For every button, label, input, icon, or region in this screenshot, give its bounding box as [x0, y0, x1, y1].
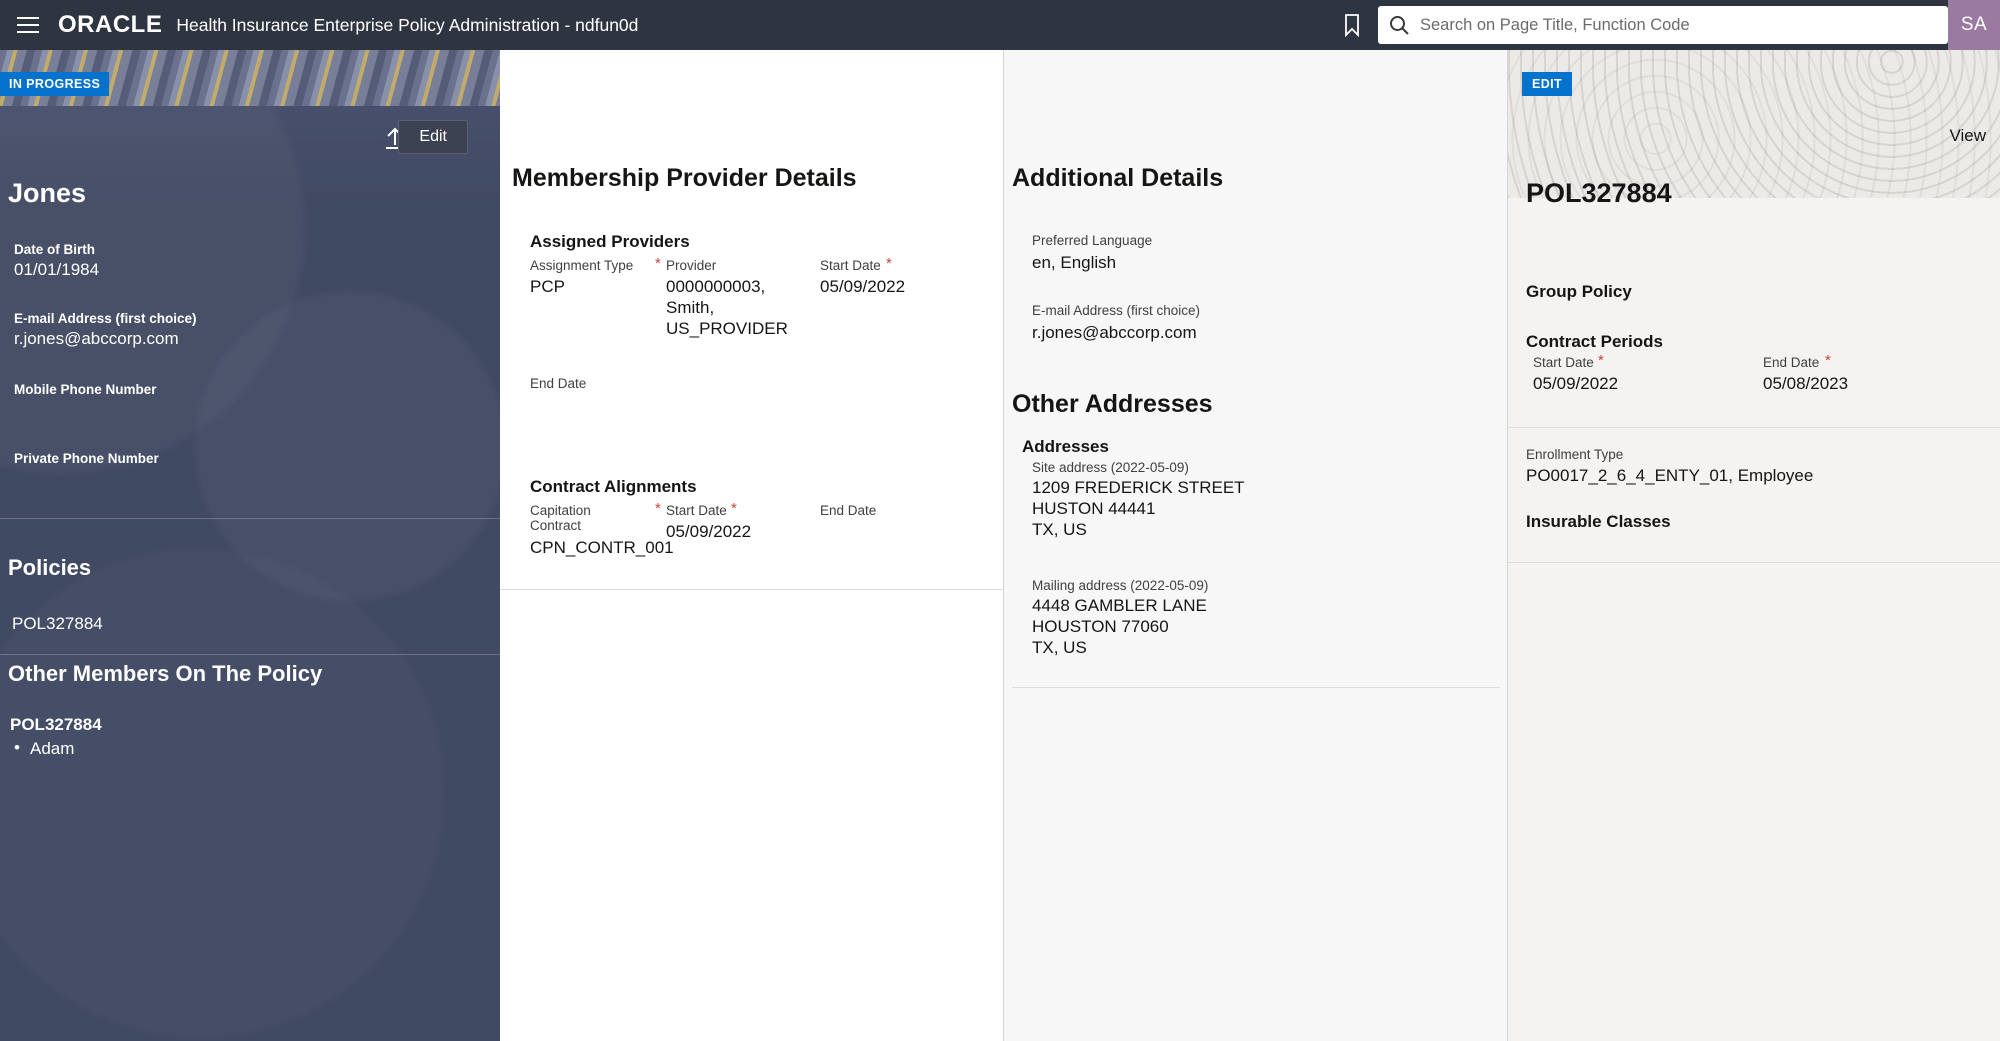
- value-assignment-type: PCP: [530, 277, 565, 296]
- bookmark-icon[interactable]: [1332, 0, 1372, 50]
- divider: [1012, 687, 1500, 688]
- top-navigation-bar: [0, 0, 2000, 50]
- value-email-address: r.jones@abccorp.com: [1032, 323, 1197, 342]
- label-group-policy: Group Policy: [1526, 282, 1632, 301]
- value-site-address-line3: TX, US: [1032, 520, 1087, 539]
- label-policy-start-date: Start Date: [1533, 355, 1594, 370]
- group-title-addresses: Addresses: [1022, 437, 1109, 456]
- policy-list-item[interactable]: POL327884: [12, 614, 103, 633]
- group-title-assigned-providers: Assigned Providers: [530, 232, 690, 251]
- value-policy-end-date: 05/08/2023: [1763, 374, 1849, 393]
- label-start-date: Start Date: [820, 258, 881, 273]
- value-preferred-language: en, English: [1032, 253, 1117, 272]
- value-enrollment-type: PO0017_2_6_4_ENTY_01, Employee: [1526, 466, 1814, 485]
- policy-summary-panel: [1508, 50, 2000, 1041]
- field-value: r.jones@abccorp.com: [14, 329, 179, 348]
- policy-edit-badge[interactable]: EDIT: [1522, 72, 1572, 96]
- value-provider: 0000000003, Smith, US_PROVIDER: [666, 277, 788, 338]
- label-site-address: Site address (2022-05-09): [1032, 460, 1189, 475]
- label-assignment-type: Assignment Type: [530, 258, 634, 273]
- member-name: Jones: [8, 178, 87, 208]
- page-body: [0, 50, 2000, 1041]
- value-mailing-address-line2: HOUSTON 77060: [1032, 617, 1169, 636]
- additional-details-column: [1004, 50, 1508, 1041]
- menu-hamburger-icon[interactable]: [6, 0, 50, 50]
- global-search[interactable]: [1378, 6, 1948, 44]
- policy-view-button[interactable]: View: [1949, 126, 1986, 145]
- label-mailing-address: Mailing address (2022-05-09): [1032, 578, 1209, 593]
- value-contract-start-date: 05/09/2022: [666, 522, 752, 541]
- required-indicator: *: [655, 500, 661, 517]
- label-capitation-contract: Capitation Contract: [530, 503, 591, 533]
- value-capitation-contract: CPN_CONTR_001: [530, 538, 674, 557]
- field-mobile-phone-number: [14, 382, 474, 400]
- other-member-list-item[interactable]: • Adam: [30, 739, 74, 759]
- label-end-date: End Date: [530, 376, 587, 391]
- label-contract-periods: Contract Periods: [1526, 332, 1663, 351]
- divider: [1508, 562, 2000, 563]
- policy-number: POL327884: [1526, 178, 1672, 208]
- field-label: Mobile Phone Number: [14, 382, 157, 397]
- other-members-policy-number: POL327884: [10, 715, 102, 734]
- section-title-provider-details: Membership Provider Details: [512, 164, 857, 192]
- field-value: 01/01/1984: [14, 260, 100, 279]
- divider: [0, 518, 500, 519]
- field-label: Private Phone Number: [14, 451, 159, 466]
- field-label: E-mail Address (first choice): [14, 311, 197, 326]
- other-members-heading: Other Members On The Policy: [8, 661, 323, 686]
- status-badge: IN PROGRESS: [0, 72, 109, 96]
- value-start-date: 05/09/2022: [820, 277, 906, 296]
- divider: [1508, 427, 2000, 428]
- required-indicator: *: [886, 255, 892, 272]
- required-indicator: *: [731, 500, 737, 517]
- membership-provider-details-column: [500, 50, 1004, 1041]
- policy-panel-banner: [1508, 50, 2000, 198]
- application-title: Health Insurance Enterprise Policy Administration - ndfun0d: [176, 14, 639, 35]
- value-site-address-line2: HUSTON 44441: [1032, 499, 1156, 518]
- required-indicator: *: [1825, 352, 1831, 369]
- value-policy-start-date: 05/09/2022: [1533, 374, 1619, 393]
- field-label: Date of Birth: [14, 242, 95, 257]
- group-title-contract-alignments: Contract Alignments: [530, 477, 697, 496]
- required-indicator: *: [655, 255, 661, 272]
- value-mailing-address-line3: TX, US: [1032, 638, 1087, 657]
- field-date-of-birth: [14, 242, 474, 280]
- label-insurable-classes: Insurable Classes: [1526, 512, 1671, 531]
- value-site-address-line1: 1209 FREDERICK STREET: [1032, 478, 1245, 497]
- search-icon: [1378, 14, 1420, 36]
- label-provider: Provider: [666, 258, 717, 273]
- member-summary-panel: [0, 50, 500, 1041]
- label-policy-end-date: End Date: [1763, 355, 1820, 370]
- section-title-other-addresses: Other Addresses: [1012, 390, 1213, 418]
- field-email-address: [14, 311, 474, 349]
- divider: [500, 589, 1004, 590]
- member-edit-button[interactable]: Edit: [398, 120, 468, 154]
- label-enrollment-type: Enrollment Type: [1526, 447, 1624, 462]
- section-title-additional-details: Additional Details: [1012, 164, 1224, 192]
- search-input[interactable]: [1420, 7, 1948, 43]
- policies-heading: Policies: [8, 555, 92, 580]
- label-contract-start-date: Start Date: [666, 503, 727, 518]
- label-email-address: E-mail Address (first choice): [1032, 303, 1201, 318]
- required-indicator: *: [1598, 352, 1604, 369]
- field-private-phone-number: [14, 451, 474, 469]
- avatar[interactable]: SA: [1948, 0, 2000, 50]
- divider: [0, 654, 500, 655]
- label-preferred-language: Preferred Language: [1032, 233, 1153, 248]
- oracle-logo: ORACLE: [58, 11, 163, 38]
- value-mailing-address-line1: 4448 GAMBLER LANE: [1032, 596, 1207, 615]
- label-contract-end-date: End Date: [820, 503, 877, 518]
- topbar-right-group: [1332, 0, 2000, 50]
